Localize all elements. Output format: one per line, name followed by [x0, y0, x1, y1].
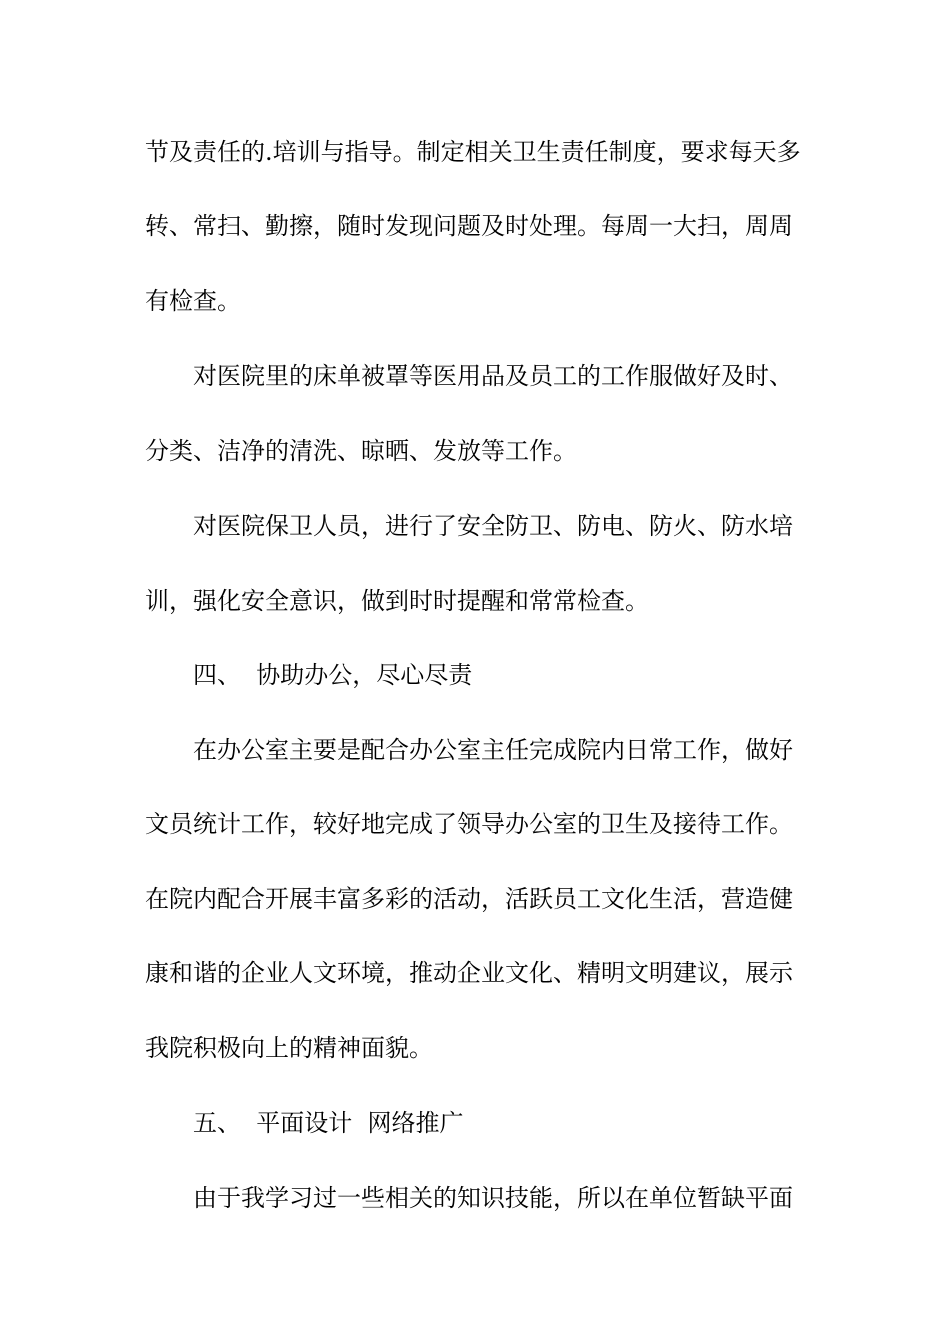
paragraph-line: 训，强化安全意识，做到时时提醒和常常检查。: [145, 587, 649, 615]
section-heading: 五、 平面设计 网络推广: [193, 1109, 464, 1137]
paragraph-line: 分类、洁净的清洗、晾晒、发放等工作。: [145, 437, 577, 465]
paragraph-line: 康和谐的企业人文环境，推动企业文化、精明文明建议，展示: [145, 959, 793, 987]
paragraph-line: 由于我学习过一些相关的知识技能，所以在单位暂缺平面: [193, 1184, 793, 1212]
paragraph-line: 对医院保卫人员，进行了安全防卫、防电、防火、防水培: [193, 512, 793, 540]
paragraph-line: 在办公室主要是配合办公室主任完成院内日常工作，做好: [193, 736, 793, 764]
paragraph-line: 有检查。: [145, 287, 241, 315]
paragraph-line: 在院内配合开展丰富多彩的活动，活跃员工文化生活，营造健: [145, 885, 793, 913]
paragraph-line: 节及责任的.培训与指导。制定相关卫生责任制度，要求每天多: [145, 138, 801, 166]
section-heading: 四、 协助办公，尽心尽责: [193, 661, 473, 689]
paragraph-line: 文员统计工作，较好地完成了领导办公室的卫生及接待工作。: [145, 810, 793, 838]
paragraph-line: 对医院里的床单被罩等医用品及员工的工作服做好及时、: [193, 362, 793, 390]
paragraph-line: 转、常扫、勤擦，随时发现问题及时处理。每周一大扫，周周: [145, 212, 793, 240]
paragraph-line: 我院积极向上的精神面貌。: [145, 1034, 433, 1062]
